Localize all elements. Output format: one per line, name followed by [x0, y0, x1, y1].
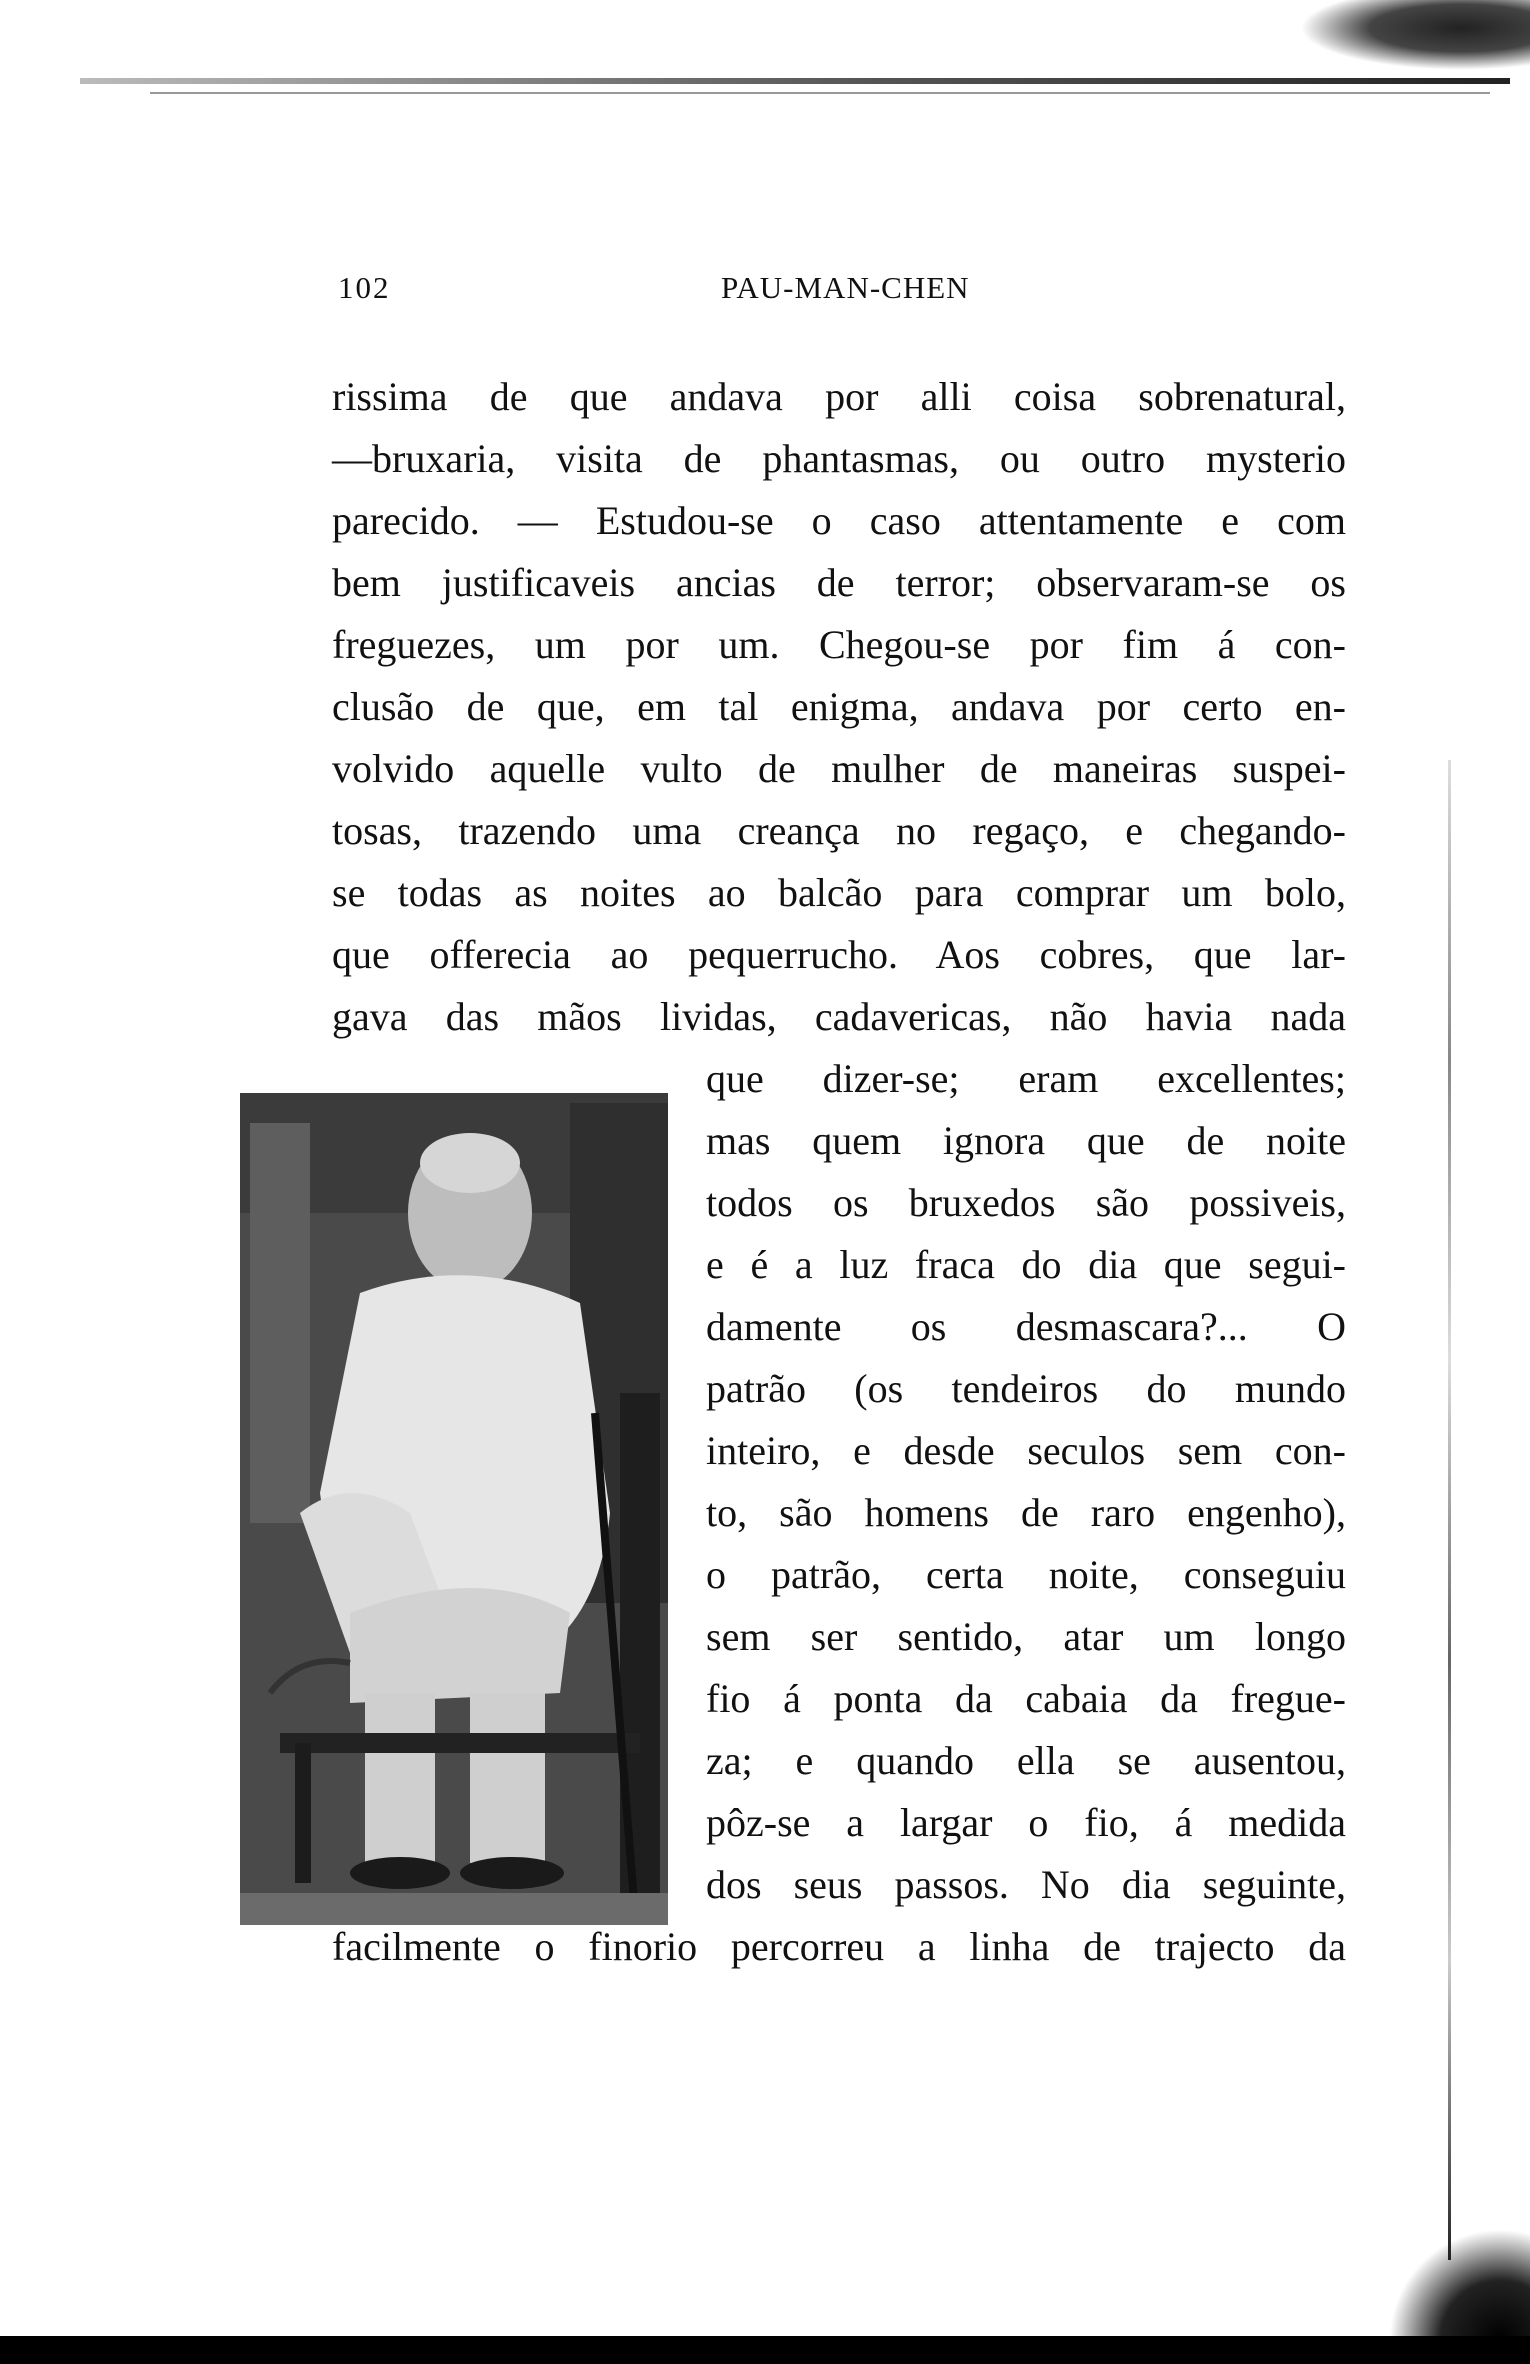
text-line: dos seus passos. No dia seguinte, — [706, 1862, 1346, 1907]
text-line: —bruxaria, visita de phantasmas, ou outro mysterio — [332, 436, 1346, 481]
text-line: za; e quando ella se ausentou, — [706, 1738, 1346, 1783]
text-line: pôz-se a largar o fio, á medida — [706, 1800, 1346, 1845]
text-line: rissima de que andava por alli coisa sobrenatural, — [332, 374, 1346, 419]
scan-top-edge-line — [150, 92, 1490, 94]
text-line: inteiro, e desde seculos sem con- — [706, 1428, 1346, 1473]
text-line: facilmente o finorio percorreu a linha de trajecto da — [332, 1924, 1346, 1969]
text-line: to, são homens de raro engenho), — [706, 1490, 1346, 1535]
text-line: volvido aquelle vulto de mulher de maneiras suspei- — [332, 746, 1346, 791]
text-line: parecido. — Estudou-se o caso attentamente e com — [332, 498, 1346, 543]
text-line: gava das mãos lividas, cadavericas, não havia nada — [332, 994, 1346, 1039]
photograph-seated-man — [240, 1093, 668, 1925]
scan-bottom-curl — [1380, 2220, 1530, 2340]
text-line: patrão (os tendeiros do mundo — [706, 1366, 1346, 1411]
text-line: e é a luz fraca do dia que segui- — [706, 1242, 1346, 1287]
running-title: PAU-MAN-CHEN — [721, 270, 970, 305]
text-line: o patrão, certa noite, conseguiu — [706, 1552, 1346, 1597]
text-line: se todas as noites ao balcão para comprar um bolo, — [332, 870, 1346, 915]
text-line: freguezes, um por um. Chegou-se por fim á con- — [332, 622, 1346, 667]
scan-bottom-edge — [0, 2336, 1530, 2364]
page-header — [338, 270, 1338, 314]
text-line: sem ser sentido, atar um longo — [706, 1614, 1346, 1659]
scan-corner-smudge — [1300, 0, 1530, 70]
scan-top-edge — [80, 78, 1510, 84]
page-number: 102 — [338, 270, 391, 305]
text-line: fio á ponta da cabaia da fregue- — [706, 1676, 1346, 1721]
scan-right-edge — [1448, 760, 1451, 2260]
text-line: que offerecia ao pequerrucho. Aos cobres, que lar- — [332, 932, 1346, 977]
text-line: tosas, trazendo uma creança no regaço, e chegando- — [332, 808, 1346, 853]
text-line: mas quem ignora que de noite — [706, 1118, 1346, 1163]
text-line: clusão de que, em tal enigma, andava por certo en- — [332, 684, 1346, 729]
text-line: que dizer-se; eram excellentes; — [706, 1056, 1346, 1101]
text-line: bem justificaveis ancias de terror; observaram-se os — [332, 560, 1346, 605]
photograph-illustration — [240, 1093, 668, 1925]
text-line: todos os bruxedos são possiveis, — [706, 1180, 1346, 1225]
text-line: damente os desmascara?... O — [706, 1304, 1346, 1349]
